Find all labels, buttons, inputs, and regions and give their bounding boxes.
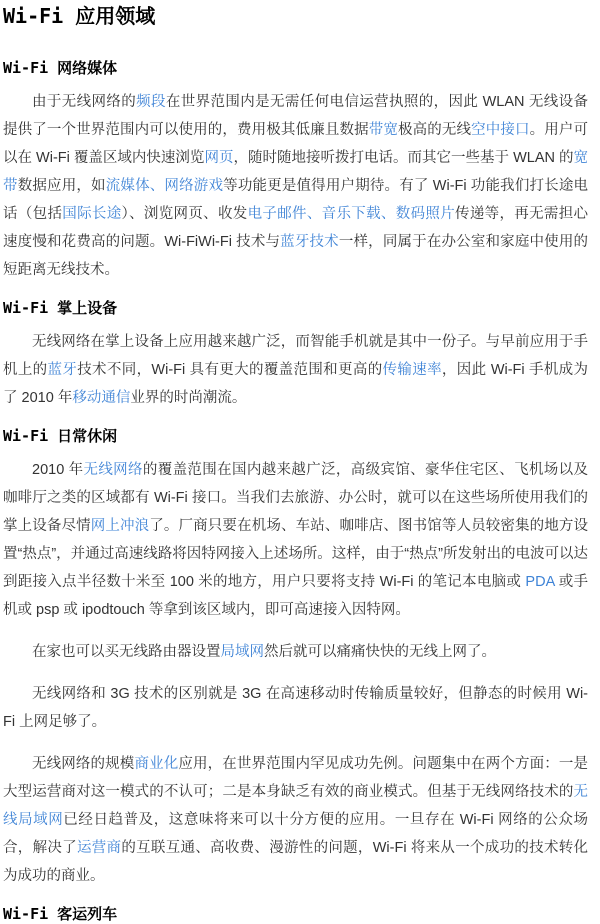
text-run: 然后就可以痛痛快快的无线上网了。 <box>264 644 496 660</box>
text-run: 的互联互通、高收费、漫游性的问题，Wi-Fi 将来从一个成功的技术转化为成功的商业。 <box>3 840 589 884</box>
inline-link[interactable]: 传输速率 <box>382 362 442 378</box>
inline-link[interactable]: 无线局域网 <box>3 784 588 828</box>
text-run: 一样，同属于在办公室和家庭中使用的短距离无线技术。 <box>3 234 589 278</box>
text-run: 在世界范围内是无需任何电信运营执照的，因此 WLAN 无线设备提供了一个世界范围内可以使用的，费用极其低廉且数据 <box>3 94 588 138</box>
text-run: 无线网络在掌上设备上应用越来越广泛，而智能手机就是其中一份子。与早前应用于手机上的 <box>3 334 588 378</box>
text-run: 的覆盖范围在国内越来越广泛，高级宾馆、豪华住宅区、飞机场以及咖啡厅之类的区域都有 Wi-Fi 接口。当我们去旅游、办公时，就可以在这些场所使用我们的掌上设备尽情 <box>3 462 588 534</box>
text-run: 。用户可以在 Wi-Fi 覆盖区域内快速浏览 <box>3 122 589 166</box>
paragraph <box>3 638 588 666</box>
inline-link[interactable]: 蓝牙技术 <box>280 234 339 250</box>
paragraph <box>3 328 588 412</box>
inline-link[interactable]: 无线网络 <box>83 462 143 478</box>
paragraph <box>3 750 588 890</box>
text-run: 传递等，再无需担心速度慢和花费高的问题。Wi-FiWi-Fi 技术与 <box>3 206 589 250</box>
inline-link[interactable]: 局域网 <box>220 644 264 660</box>
article <box>3 2 588 924</box>
inline-link[interactable]: 网页 <box>204 150 234 166</box>
text-run: 业界的时尚潮流。 <box>130 390 247 406</box>
text-run: 等功能更是值得用户期待。有了 Wi-Fi 功能我们打长途电话（包括 <box>3 178 589 222</box>
article-sections <box>3 58 588 924</box>
text-run: ，随时随地接听拨打电话。而其它一些基于 WLAN 的 <box>233 150 574 166</box>
text-run: 技术不同，Wi-Fi 具有更大的覆盖范围和更高的 <box>77 362 383 378</box>
text-run: ，因此 Wi-Fi 手机成为了 2010 年 <box>3 362 589 406</box>
paragraph <box>3 88 588 284</box>
text-run: 无线网络和 3G 技术的区别就是 3G 在高速移动时传输质量较好，但静态的时候用 Wi-Fi 上网足够了。 <box>3 686 588 730</box>
inline-link[interactable]: 国际长途 <box>62 206 122 222</box>
text-run: 已经日趋普及，这意味将来可以十分方便的应用。一旦存在 Wi-Fi 网络的公众场合，解决了 <box>3 812 589 856</box>
inline-link[interactable]: 频段 <box>136 94 166 110</box>
section-heading: Wi-Fi 日常休闲 <box>3 427 118 445</box>
text-run: 或手机或 psp 或 ipodtouch 等拿到该区域内，即可高速接入因特网。 <box>3 574 588 618</box>
paragraph <box>3 680 588 736</box>
section-heading: Wi-Fi 掌上设备 <box>3 299 118 317</box>
inline-link[interactable]: 运营商 <box>76 840 122 856</box>
inline-link[interactable]: 带宽 <box>368 122 398 138</box>
inline-link[interactable]: 网上冲浪 <box>90 518 150 534</box>
page-title: Wi-Fi 应用领域 <box>3 4 156 28</box>
text-run: 应用，在世界范围内罕见成功先例。问题集中在两个方面：一是大型运营商对这一模式的不认可；二是本身缺乏有效的商业模式。但基于无线网络技术的 <box>3 756 589 800</box>
section-heading: Wi-Fi 网络媒体 <box>3 59 118 77</box>
inline-link[interactable]: 商业化 <box>134 756 179 772</box>
text-run: 无线网络的规模 <box>32 756 135 772</box>
text-run: 在家也可以买无线路由器设置 <box>32 644 221 660</box>
text-run: 由于无线网络的 <box>32 94 137 110</box>
inline-link[interactable]: 蓝牙 <box>47 362 78 378</box>
inline-link[interactable]: 移动通信 <box>72 390 131 406</box>
text-run: 了。厂商只要在机场、车站、咖啡店、图书馆等人员较密集的地方设置“热点”，并通过高速线路将因特网接入上述场所。这样，由于“热点”所发射出的电波可以达到距接入点半径数十米至 100 米的地方，用户只要将支持 Wi-Fi 的笔记本电脑或 <box>3 518 589 590</box>
inline-link[interactable]: PDA <box>525 574 555 590</box>
text-run: 极高的无线 <box>397 122 472 138</box>
paragraph <box>3 456 588 624</box>
inline-link[interactable]: 宽带 <box>3 150 589 194</box>
text-run: 数据应用，如 <box>17 178 106 194</box>
section-heading: Wi-Fi 客运列车 <box>3 905 118 923</box>
text-run: ）、浏览网页、收发 <box>121 206 248 222</box>
text-run: 2010 年 <box>32 462 84 478</box>
inline-link[interactable]: 空中接口 <box>471 122 530 138</box>
inline-link[interactable]: 流媒体、网络游戏 <box>105 178 224 194</box>
inline-link[interactable]: 电子邮件、音乐下载、数码照片 <box>247 206 456 222</box>
